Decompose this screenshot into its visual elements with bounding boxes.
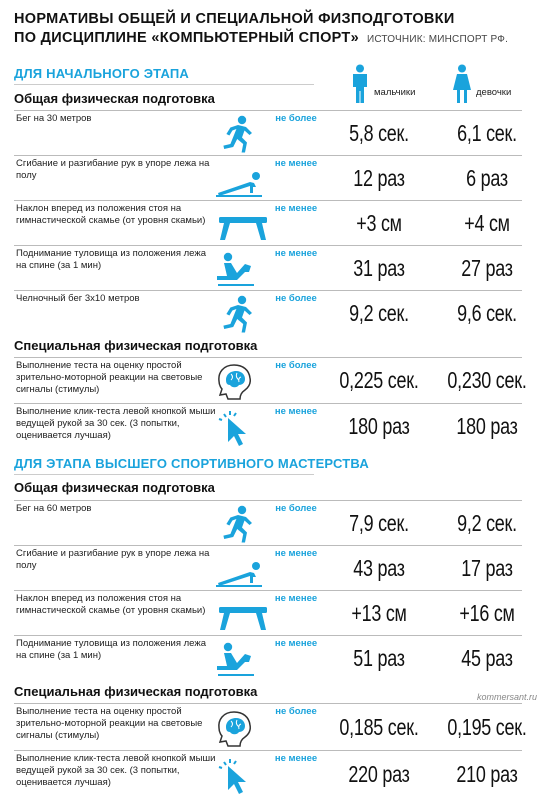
condition-label: не менее [274, 593, 318, 604]
condition-label: не менее [274, 158, 318, 169]
running-icon [214, 505, 274, 543]
situp-icon [214, 250, 274, 288]
table-row [14, 155, 522, 201]
exercise-label: Сгибание и разгибание рук в упоре лежа на полу [16, 548, 210, 571]
condition-label: не менее [274, 638, 318, 649]
boys-value: 5,8 сек. [349, 119, 409, 146]
girls-value: 27 раз [461, 254, 513, 281]
credit: kommersant.ru [476, 692, 537, 702]
girls-value: 6 раз [466, 164, 508, 191]
girls-value: +4 см [464, 209, 510, 236]
pushup-icon [214, 160, 274, 198]
situp-icon [214, 640, 274, 678]
girls-value: 9,2 сек. [457, 509, 517, 536]
boys-value: 9,2 сек. [349, 299, 409, 326]
exercise-label: Выполнение клик-теста левой кнопкой мыши ведущей рукой за 30 сек. (3 попытки, оценивается лучшая) [16, 753, 216, 788]
table-row [14, 357, 527, 404]
table-row [14, 290, 522, 336]
condition-label: не более [275, 293, 317, 304]
condition-label: не менее [274, 753, 318, 764]
table-row [14, 750, 522, 798]
condition-label: не более [275, 706, 317, 717]
running-icon [214, 295, 274, 333]
table-row [14, 110, 522, 156]
boys-value: 180 раз [348, 413, 410, 439]
table-row [14, 200, 522, 246]
exercise-label: Выполнение теста на оценку простой зрительно-моторной реакции на световые сигналы (стимулы) [16, 706, 203, 741]
girls-value: 45 раз [461, 644, 513, 671]
stage-1-title: ДЛЯ НАЧАЛЬНОГО ЭТАПА [14, 66, 190, 81]
table-row [14, 590, 522, 636]
boy-icon [350, 64, 370, 104]
girls-value: 0,230 сек. [447, 367, 527, 393]
boys-value: 220 раз [348, 760, 410, 787]
boys-value: 43 раз [353, 554, 405, 581]
exercise-label: Поднимание туловища из положения лежа на спине (за 1 мин) [16, 638, 206, 661]
exercise-label: Челночный бег 3х10 метров [16, 293, 140, 304]
stage-2-rule [14, 474, 314, 475]
stage-2-title: ДЛЯ ЭТАПА ВЫСШЕГО СПОРТИВНОГО МАСТЕРСТВА [14, 456, 369, 471]
table-row [14, 703, 527, 751]
condition-label: не менее [274, 248, 318, 259]
table-row [14, 403, 522, 450]
girls-value: 0,195 сек. [447, 713, 527, 740]
infographic-title [14, 10, 508, 49]
condition-label: не более [275, 113, 317, 124]
exercise-label: Сгибание и разгибание рук в упоре лежа на полу [16, 158, 210, 181]
girls-value: +16 см [459, 599, 515, 626]
title-line-2: ПО ДИСЦИПЛИНЕ «КОМПЬЮТЕРНЫЙ СПОРТ» [14, 30, 359, 46]
stage-2-special-title: Специальная физическая подготовка [14, 684, 258, 699]
source-note: ИСТОЧНИК: МИНСПОРТ РФ. [366, 34, 509, 45]
title-line-1: НОРМАТИВЫ ОБЩЕЙ И СПЕЦИАЛЬНОЙ ФИЗПОДГОТОВКИ [14, 11, 455, 27]
girls-label: девочки [476, 87, 512, 98]
brain-icon [214, 362, 274, 400]
exercise-label: Бег на 30 метров [16, 113, 92, 124]
stage-1-rule [14, 84, 314, 85]
exercise-label: Поднимание туловища из положения лежа на спине (за 1 мин) [16, 248, 206, 271]
condition-label: не менее [274, 548, 318, 559]
boys-value: 7,9 сек. [349, 509, 409, 536]
boys-value: 12 раз [353, 164, 405, 191]
boys-header [350, 64, 415, 104]
condition-label: не более [275, 503, 317, 514]
brain-icon [214, 709, 274, 747]
girls-value: 17 раз [461, 554, 513, 581]
stage-2-general-title: Общая физическая подготовка [14, 480, 215, 495]
boys-label: мальчики [374, 87, 416, 98]
running-icon [214, 115, 274, 153]
exercise-label: Выполнение теста на оценку простой зрительно-моторной реакции на световые сигналы (стимулы) [16, 360, 203, 395]
girls-header [452, 64, 511, 104]
boys-value: 31 раз [353, 254, 405, 281]
boys-value: 0,225 сек. [339, 367, 419, 393]
exercise-label: Бег на 60 метров [16, 503, 92, 514]
stage-1-special-title: Специальная физическая подготовка [14, 338, 258, 353]
cursor-click-icon [214, 756, 274, 794]
boys-value: +13 см [351, 599, 407, 626]
stage-1-general-title: Общая физическая подготовка [14, 91, 215, 106]
table-row [14, 245, 522, 291]
condition-label: не более [275, 360, 317, 371]
exercise-label: Выполнение клик-теста левой кнопкой мыши ведущей рукой за 30 сек. (3 попытки, оценивается лучшая) [16, 406, 216, 441]
girls-value: 9,6 сек. [457, 299, 517, 326]
girls-value: 6,1 сек. [457, 119, 517, 146]
girl-icon [452, 64, 472, 104]
condition-label: не менее [274, 406, 318, 417]
girls-value: 210 раз [456, 760, 518, 787]
bench-icon [214, 205, 274, 243]
boys-value: 51 раз [353, 644, 405, 671]
condition-label: не менее [274, 203, 318, 214]
table-row [14, 500, 522, 546]
table-row [14, 635, 522, 681]
exercise-label: Наклон вперед из положения стоя на гимнастической скамье (от уровня скамьи) [16, 593, 206, 616]
exercise-label: Наклон вперед из положения стоя на гимнастической скамье (от уровня скамьи) [16, 203, 206, 226]
boys-value: +3 см [356, 209, 402, 236]
pushup-icon [214, 550, 274, 588]
bench-icon [214, 595, 274, 633]
cursor-click-icon [214, 408, 274, 446]
boys-value: 0,185 сек. [339, 713, 419, 740]
girls-value: 180 раз [456, 413, 518, 439]
table-row [14, 545, 522, 591]
